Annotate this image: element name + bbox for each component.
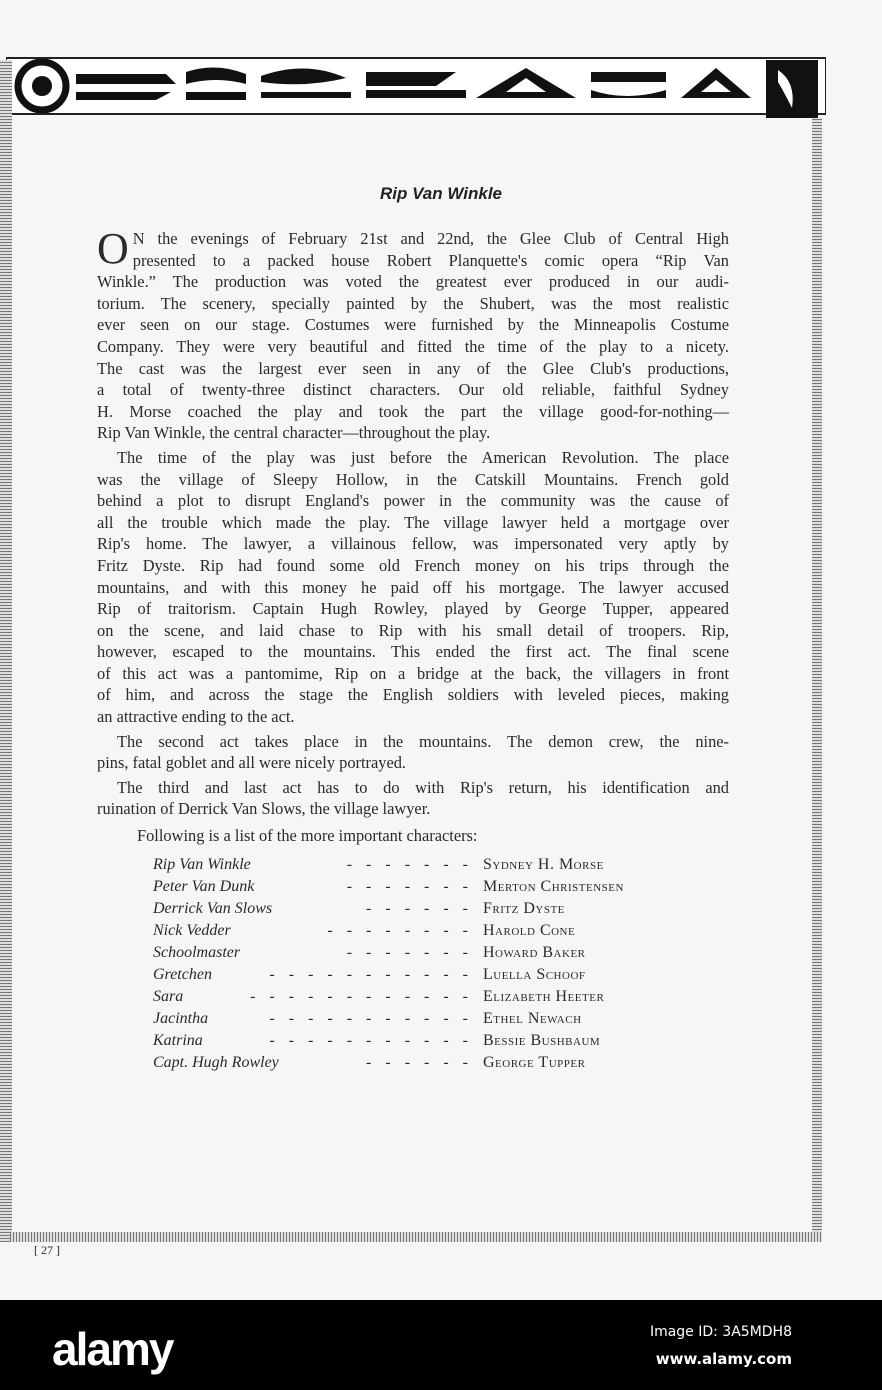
paragraph-1 [97, 224, 729, 444]
role-name: Schoolmaster [153, 944, 241, 961]
text-line: The third and last act has to do with Rip's return, his identification and [117, 777, 729, 797]
paragraph-3 [97, 731, 729, 774]
text-line: behind a plot to disrupt England's power in the community was the cause of [97, 491, 729, 511]
text-line: an attractive ending to the act. [97, 707, 295, 727]
role-name: Derrick Van Slows [153, 900, 273, 917]
cast-row [153, 1052, 673, 1074]
text-line: Rip's home. The lawyer, a villainous fellow, was impersonated very aptly by [97, 534, 729, 554]
cast-row [153, 876, 673, 898]
leader-dashes: - - - - - - - - - - - [269, 1010, 473, 1027]
text-line: ruination of Derrick Van Slows, the village lawyer. [97, 799, 431, 819]
text-line: however, escaped to the mountains. This ended the first act. The final scene [97, 642, 729, 662]
leader-dashes: - - - - - - - - [327, 922, 473, 939]
text-line: H. Morse coached the play and took the part the village good-for-nothing— [97, 401, 729, 421]
cast-list [153, 854, 673, 1074]
cast-row [153, 854, 673, 876]
actor-name: Harold Cone [483, 922, 576, 939]
leader-dashes: - - - - - - [366, 900, 473, 917]
text-line: torium. The scenery, specially painted by the Shubert, was the most realistic [97, 293, 729, 313]
text-line: The cast was the largest ever seen in any of the Glee Club's productions, [97, 358, 729, 378]
cast-row [153, 986, 673, 1008]
paragraph-4 [97, 777, 729, 820]
left-border [0, 60, 12, 1242]
watermark-url: www.alamy.com [655, 1350, 792, 1368]
text-line: mountains, and with this money he paid off his mortgage. The lawyer accused [97, 577, 729, 597]
leader-dashes: - - - - - - - - - - - [269, 966, 473, 983]
text-line: N the evenings of February 21st and 22nd, the Glee Club of Central High [132, 229, 729, 248]
actor-name: Fritz Dyste [483, 900, 565, 917]
text-line: was the village of Sleepy Hollow, in the Catskill Mountains. French gold [97, 469, 729, 489]
actor-name: Elizabeth Heeter [483, 988, 605, 1005]
text-line: Rip of traitorism. Captain Hugh Rowley, played by George Tupper, appeared [97, 599, 729, 619]
role-name: Peter Van Dunk [153, 878, 255, 895]
image-id: Image ID: 3A5MDH8 [649, 1324, 792, 1340]
role-name: Rip Van Winkle [153, 856, 251, 873]
actor-name: George Tupper [483, 1054, 586, 1071]
cast-row [153, 1030, 673, 1052]
text-line: Rip Van Winkle, the central character—throughout the play. [97, 423, 491, 443]
leader-dashes: - - - - - - [366, 1054, 473, 1071]
alamy-logo: alamy [52, 1323, 173, 1375]
page-number: [ 27 ] [34, 1243, 60, 1257]
role-name: Gretchen [153, 966, 212, 983]
text-line: of this act was a pantomime, Rip on a bridge at the back, the villagers in front [97, 663, 729, 683]
cast-row [153, 1008, 673, 1030]
drop-cap: O [97, 224, 129, 273]
leader-dashes: - - - - - - - [346, 878, 473, 895]
actor-name: Luella Schoof [483, 966, 586, 983]
cast-intro: Following is a list of the more important characters: [137, 826, 478, 845]
text-line: presented to a packed house Robert Planquette's comic opera “Rip Van [132, 250, 729, 270]
leader-dashes: - - - - - - - - - - - - [250, 988, 473, 1005]
text-line: The second act takes place in the mountains. The demon crew, the nine- [117, 731, 729, 751]
text-line: a total of twenty-three distinct characters. Our old reliable, faithful Sydney [97, 380, 729, 400]
cast-row [153, 964, 673, 986]
text-line: Company. They were very beautiful and fitted the time of the play to a nicety. [97, 336, 729, 356]
actor-name: Ethel Newach [483, 1010, 582, 1027]
actor-name: Bessie Bushbaum [483, 1032, 601, 1049]
leader-dashes: - - - - - - - [346, 856, 473, 873]
text-line: on the scene, and laid chase to Rip with his small detail of troopers. Rip, [97, 620, 729, 640]
decorative-header-ornament [6, 52, 826, 124]
bottom-border [10, 1232, 822, 1242]
cast-row [153, 942, 673, 964]
role-name: Katrina [153, 1032, 203, 1049]
cast-row [153, 920, 673, 942]
actor-name: Sydney H. Morse [483, 856, 604, 873]
text-line: pins, fatal goblet and all were nicely portrayed. [97, 753, 407, 773]
leader-dashes: - - - - - - - [346, 944, 473, 961]
role-name: Capt. Hugh Rowley [153, 1054, 279, 1071]
role-name: Jacintha [153, 1010, 209, 1027]
text-line: The time of the play was just before the American Revolution. The place [117, 447, 729, 467]
leader-dashes: - - - - - - - - - - - [269, 1032, 473, 1049]
role-name: Nick Vedder [153, 922, 231, 939]
watermark-banner [0, 1300, 882, 1390]
actor-name: Howard Baker [483, 944, 586, 961]
article-title: Rip Van Winkle [379, 184, 502, 203]
text-line: Fritz Dyste. Rip had found some old French money on his trips through the [97, 555, 729, 575]
text-line: of him, and across the stage the English soldiers with leveled pieces, making [97, 685, 729, 705]
right-border [812, 118, 822, 1242]
role-name: Sara [153, 988, 184, 1005]
paragraph-2 [97, 447, 729, 728]
actor-name: Merton Christensen [483, 878, 624, 895]
article-body [97, 224, 729, 823]
cast-row [153, 898, 673, 920]
text-line: all the trouble which made the play. The village lawyer held a mortgage over [97, 512, 729, 532]
text-line: ever seen on our stage. Costumes were furnished by the Minneapolis Costume [97, 315, 729, 335]
text-line: Winkle.” The production was voted the greatest ever produced in our audi- [97, 272, 729, 292]
